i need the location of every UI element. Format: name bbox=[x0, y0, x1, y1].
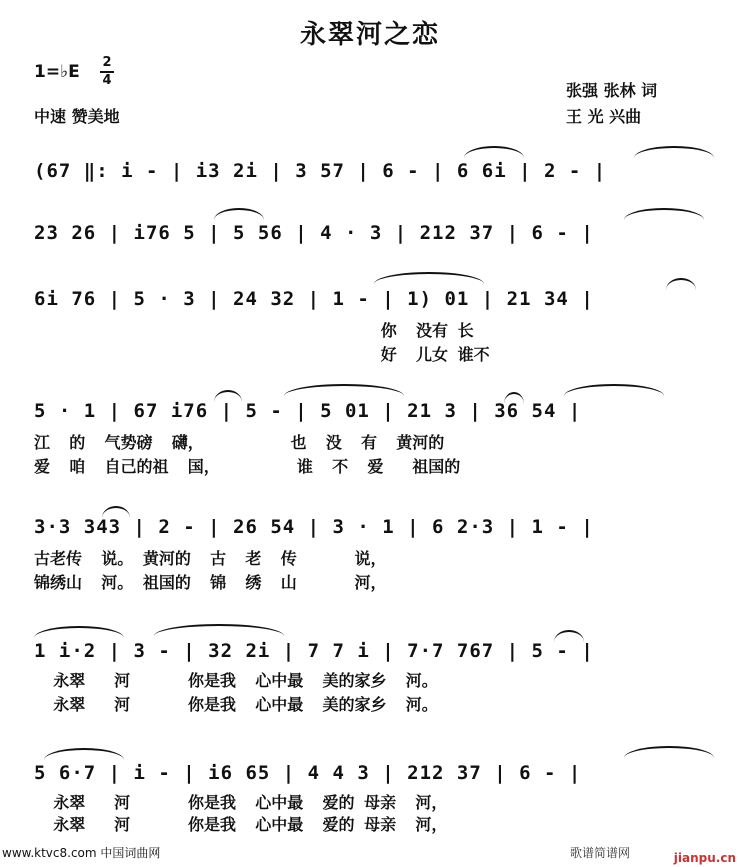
slur bbox=[554, 630, 584, 642]
lyric-verse-1-line-5: 古老传 说。 黄河的 古 老 传 说， bbox=[34, 549, 387, 568]
slur bbox=[34, 626, 124, 638]
lyricist-credit: 张强 张林 词 bbox=[566, 81, 658, 100]
footer-site: 歌谱简谱网 bbox=[569, 846, 630, 860]
slur bbox=[634, 146, 714, 158]
slur bbox=[666, 278, 696, 290]
time-signature bbox=[100, 56, 114, 88]
watermark: jianpu.cn bbox=[673, 851, 736, 865]
notes-line-4: 5 · 1 | 67 i76 | 5 - | 5 01 | 21 3 | 36 54 | bbox=[34, 400, 582, 422]
lyric-verse-2-line-7: 永翠 河 你是我 心中最 爱的 母亲 河， bbox=[34, 815, 448, 834]
score-system-1 bbox=[34, 160, 714, 210]
slur bbox=[464, 146, 524, 158]
key-signature: 1=♭E bbox=[34, 62, 80, 82]
lyric-verse-2-line-4: 爱 咱 自己的祖 国， 谁 不 爱 祖国的 bbox=[34, 457, 461, 476]
slur bbox=[284, 384, 404, 396]
notes-line-5: 3·3 343 | 2 - | 26 54 | 3 · 1 | 6 2·3 | 1 - | bbox=[34, 516, 594, 538]
lyric-verse-1-line-6: 永翠 河 你是我 心中最 美的家乡 河。 bbox=[34, 671, 438, 690]
slur bbox=[624, 746, 714, 758]
time-top: 2 bbox=[102, 55, 112, 70]
score-system-4 bbox=[34, 400, 714, 480]
composer-credit: 王 光 兴曲 bbox=[566, 107, 642, 126]
notes-line-1: (67 ‖: i - | i3 2i | 3 57 | 6 - | 6 6i | 2 - | bbox=[34, 160, 607, 182]
score-system-7 bbox=[34, 762, 714, 842]
slur bbox=[504, 392, 524, 404]
notes-line-7: 5 6·7 | i - | i6 65 | 4 4 3 | 212 37 | 6 - | bbox=[34, 762, 582, 784]
lyric-verse-2-line-6: 永翠 河 你是我 心中最 美的家乡 河。 bbox=[34, 695, 438, 714]
lyric-verse-2-line-3: 好 儿女 谁不 bbox=[34, 345, 490, 364]
slur bbox=[154, 624, 284, 636]
song-title: 永翠河之恋 bbox=[299, 20, 440, 50]
slur bbox=[374, 272, 484, 284]
score-system-2 bbox=[34, 222, 714, 272]
score-system-5 bbox=[34, 516, 714, 596]
score-system-3 bbox=[34, 288, 714, 368]
notes-line-2: 23 26 | i76 5 | 5 56 | 4 · 3 | 212 37 | 6 - | bbox=[34, 222, 594, 244]
slur bbox=[102, 506, 130, 518]
lyric-verse-1-line-3: 你 没有 长 bbox=[34, 321, 474, 340]
slur bbox=[214, 390, 242, 402]
lyric-verse-2-line-5: 锦绣山 河。 祖国的 锦 绣 山 河， bbox=[34, 573, 387, 592]
footer-source: www.ktvc8.com 中国词曲网 bbox=[2, 846, 161, 860]
score-system-6 bbox=[34, 640, 714, 720]
notes-line-6: 1 i·2 | 3 - | 32 2i | 7 7 i | 7·7 767 | 5 - | bbox=[34, 640, 594, 662]
slur bbox=[44, 748, 124, 760]
time-bottom: 4 bbox=[102, 73, 112, 88]
lyric-verse-1-line-4: 江 的 气势磅 礴， 也 没 有 黄河的 bbox=[34, 433, 445, 452]
slur bbox=[564, 384, 664, 396]
tempo-marking: 中速 赞美地 bbox=[34, 107, 120, 126]
notes-line-3: 6i 76 | 5 · 3 | 24 32 | 1 - | 1) 01 | 21 34 | bbox=[34, 288, 594, 310]
lyric-verse-1-line-7: 永翠 河 你是我 心中最 爱的 母亲 河， bbox=[34, 793, 448, 812]
